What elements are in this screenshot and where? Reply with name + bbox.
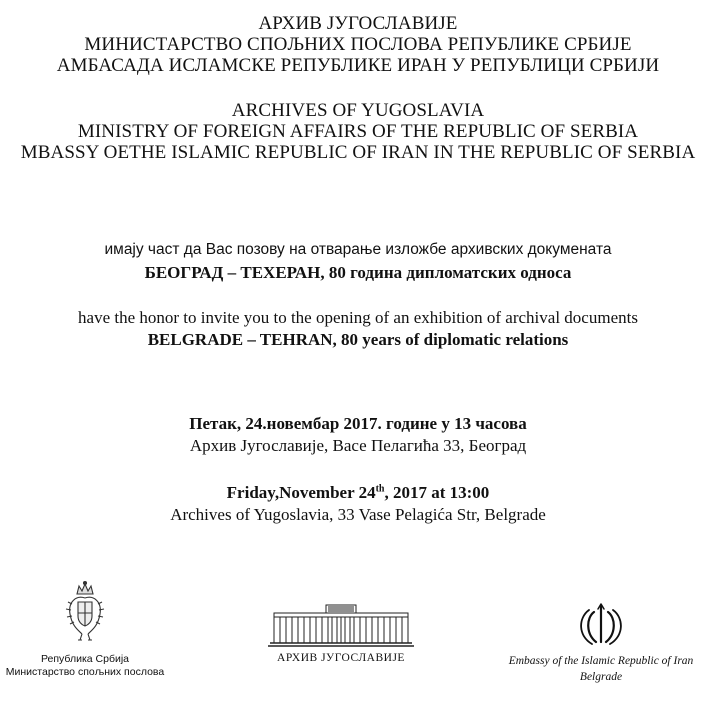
header-lat-line-2: MINISTRY OF FOREIGN AFFAIRS OF THE REPUBLIC OF SERBIA bbox=[77, 121, 639, 142]
header-cyr-line-1: АРХИВ ЈУГОСЛАВИЈЕ bbox=[258, 13, 458, 34]
event-en-date-sup: th bbox=[375, 483, 385, 495]
serbia-coat-of-arms-icon bbox=[0, 580, 170, 648]
event-sr-date: Петак, 24.новембар 2017. године у 13 часова bbox=[189, 414, 527, 433]
iran-caption-line-1: Embassy of the Islamic Republic of Iran bbox=[508, 655, 694, 667]
event-sr-place: Архив Југославије, Васе Пелагића 33, Београд bbox=[189, 436, 527, 455]
event-english bbox=[0, 482, 716, 526]
invitation-en-text: have the honor to invite you to the opening of an exhibition of archival documents bbox=[78, 308, 638, 327]
invitation-serbian bbox=[0, 240, 716, 284]
header-lat-line-3: MBASSY OЕTHE ISLAMIC REPUBLIC OF IRAN IN THE REPUBLIC OF SERBIA bbox=[20, 142, 696, 163]
invitation-sr-title: БЕОГРАД – ТЕХЕРАН, 80 година дипломатских односа bbox=[144, 263, 572, 282]
event-en-date-prefix: Friday,November 24 bbox=[226, 483, 376, 502]
header-latin bbox=[0, 100, 716, 163]
serbia-caption-line-1: Република Србија bbox=[40, 653, 130, 665]
header-cyrillic bbox=[0, 13, 716, 76]
archives-building-icon bbox=[266, 603, 416, 647]
logo-serbia bbox=[0, 580, 170, 679]
serbia-caption-line-2: Министарство спољних послова bbox=[5, 666, 165, 678]
header-cyr-line-2: МИНИСТАРСТВО СПОЉНИХ ПОСЛОВА РЕПУБЛИКЕ СРБИЈЕ bbox=[84, 34, 632, 55]
event-serbian bbox=[0, 413, 716, 457]
invitation-english bbox=[0, 307, 716, 351]
event-en-place: Archives of Yugoslavia, 33 Vase Pelagića Str, Belgrade bbox=[170, 505, 546, 524]
iran-caption-line-2: Belgrade bbox=[579, 671, 623, 683]
invitation-en-title: BELGRADE – TEHRAN, 80 years of diplomatic relations bbox=[147, 330, 569, 349]
logo-iran bbox=[490, 600, 712, 685]
iran-emblem-icon bbox=[490, 600, 712, 648]
invitation-sr-text: имају част да Вас позову на отварање изложбе архивских докумената bbox=[104, 241, 612, 258]
logo-archives bbox=[266, 603, 416, 664]
archives-caption: АРХИВ ЈУГОСЛАВИЈЕ bbox=[277, 652, 405, 664]
header-lat-line-1: ARCHIVES OF YUGOSLAVIA bbox=[231, 100, 485, 121]
event-en-date-suffix: , 2017 at 13:00 bbox=[384, 483, 490, 502]
header-cyr-line-3: АМБАСАДА ИСЛАМСКЕ РЕПУБЛИКЕ ИРАН У РЕПУБЛИЦИ СРБИЈИ bbox=[56, 55, 660, 76]
event-en-date bbox=[0, 482, 716, 504]
